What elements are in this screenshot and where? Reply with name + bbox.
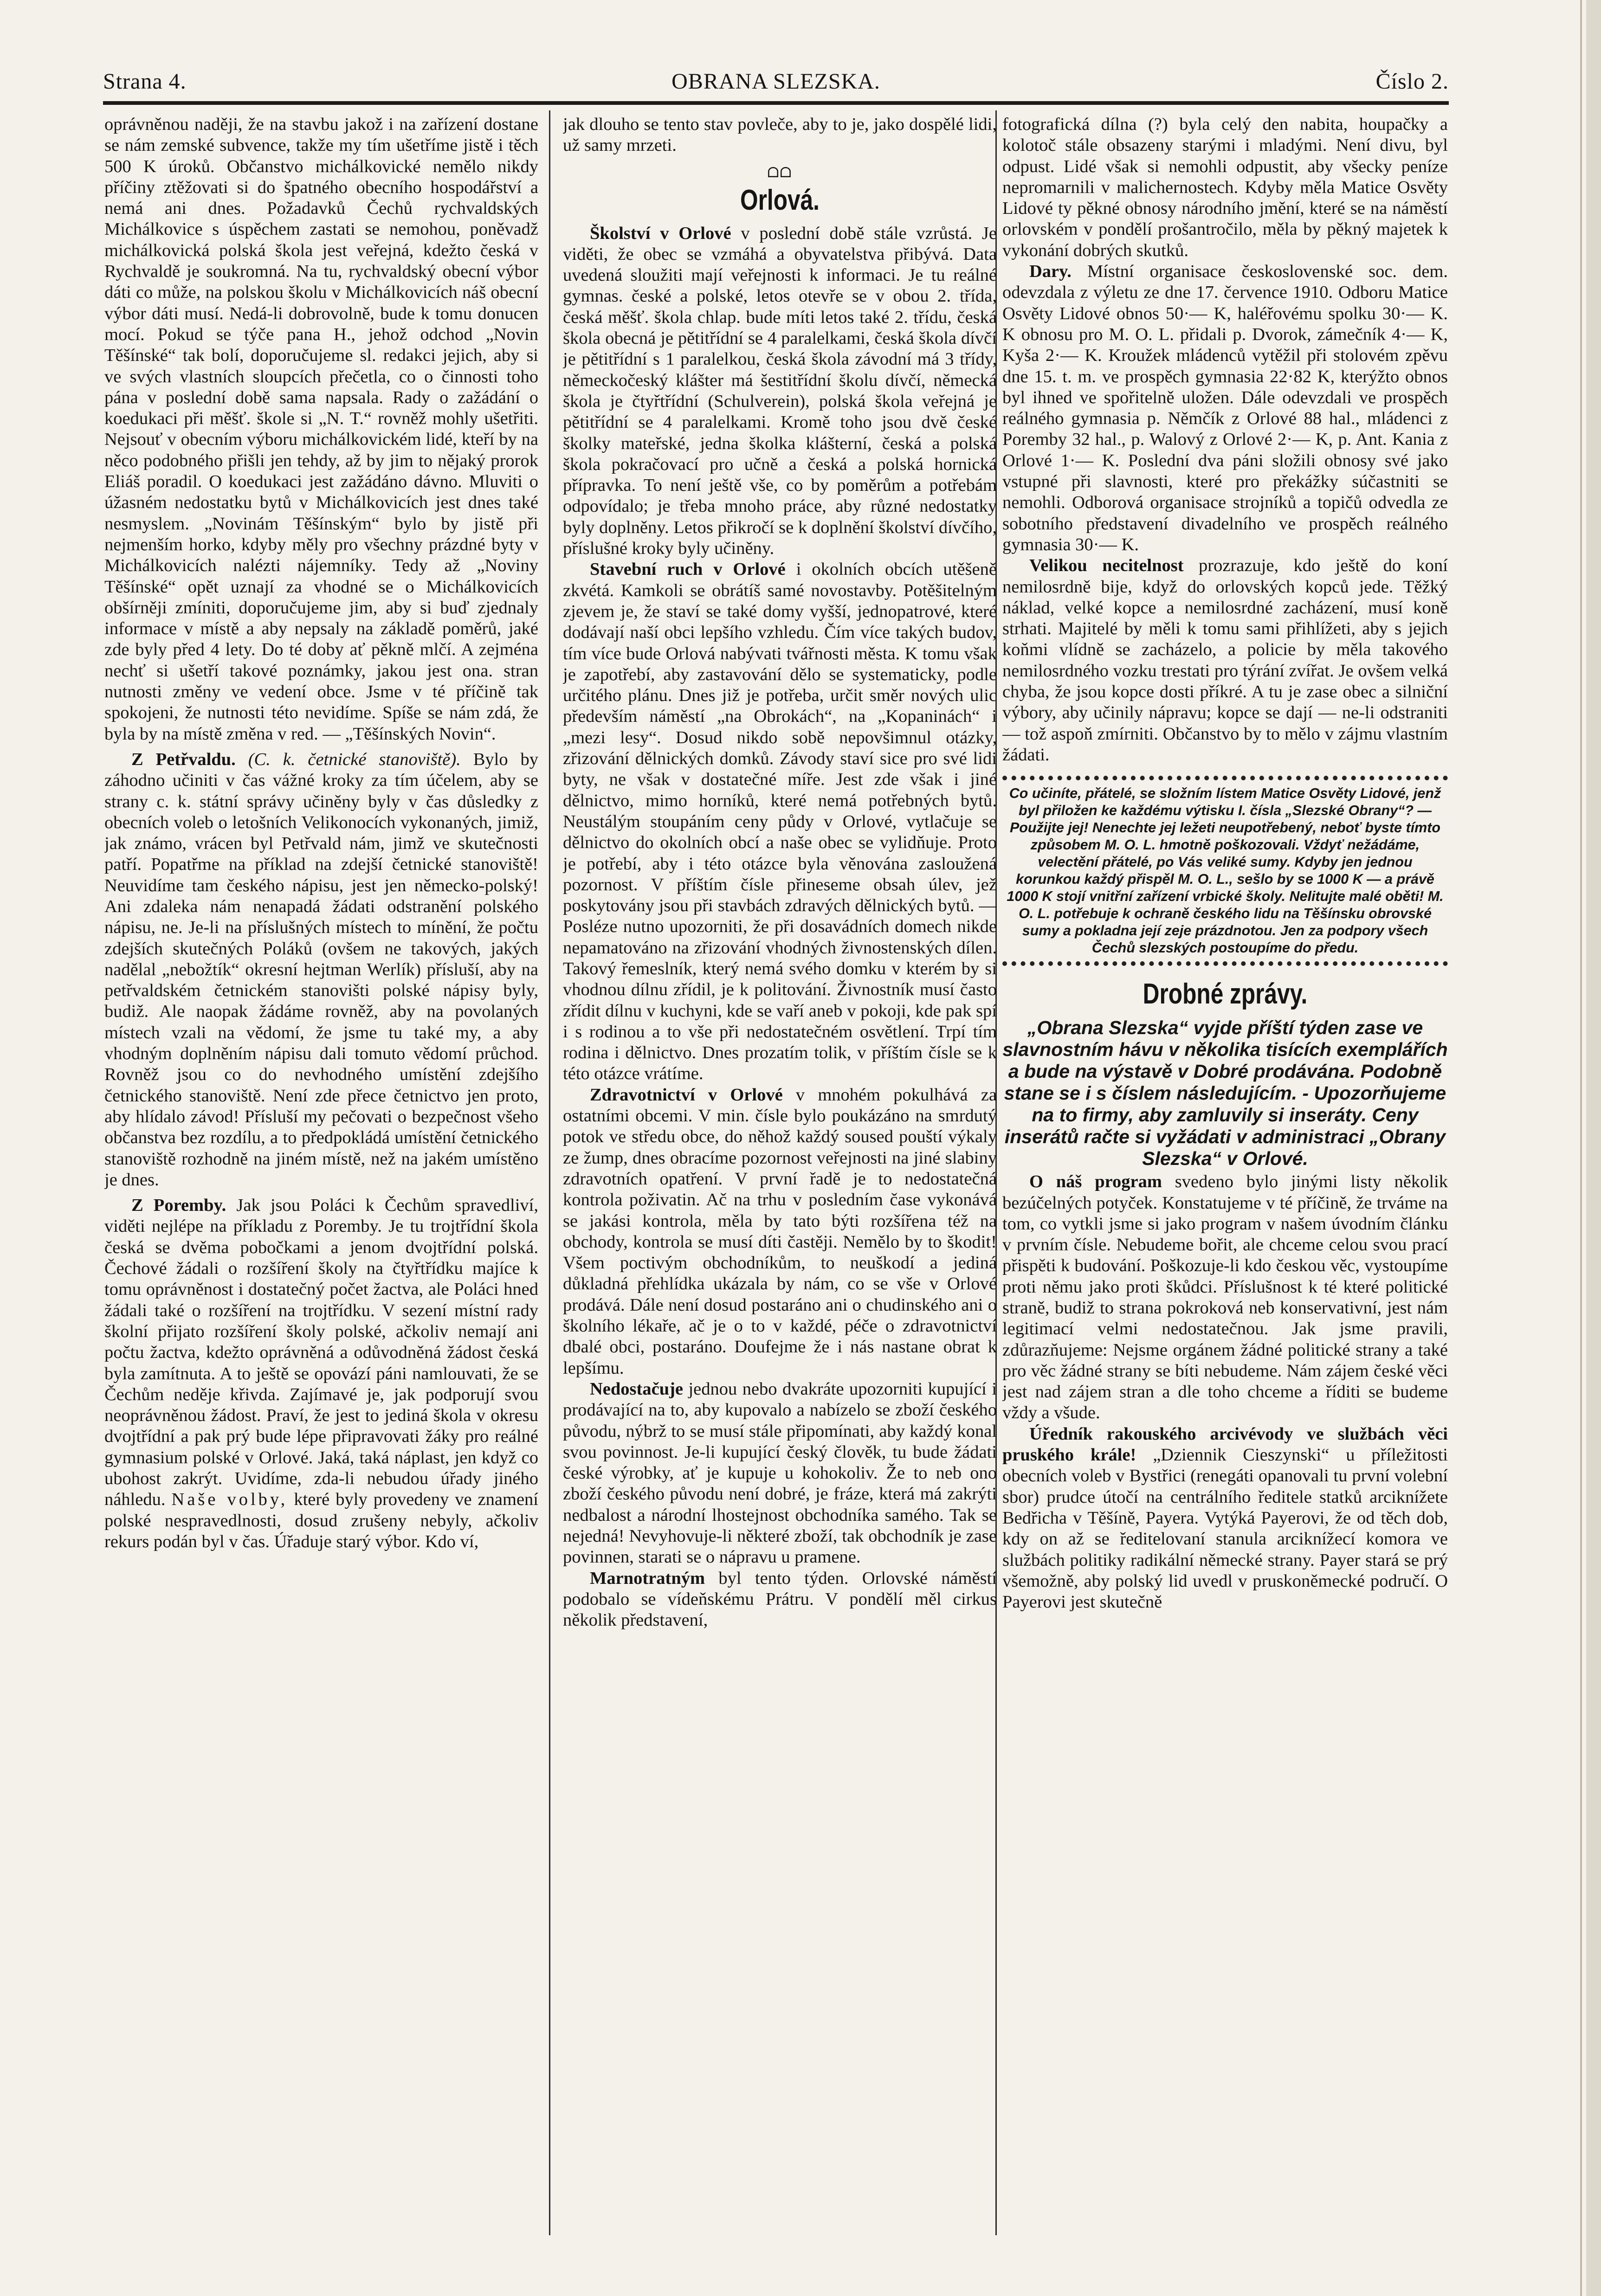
- article-poremba: [104, 1195, 538, 1552]
- article-subtitle: (C. k. četnické stanoviště).: [248, 749, 461, 769]
- article-continuation: fotografická dílna (?) byla celý den nabita, houpačky a kolotoč stále obsazeny starými i mladými. Není divu, byl odpust. Lidé však si nemohli odpustit, aby všecky peníze nepromarnili v malichernostech. Kdyby měla Matice Osvěty Lidové ty pěkné obnosy národního jmění, které se na náměstí orlovském v pondělí prošantročilo, měla by pěkný majetek k vykonání dobrých skutků.: [1002, 115, 1448, 260]
- page-number: Strana 4.: [103, 69, 187, 94]
- article-body: „Dziennik Cieszynski“ u příležitosti obecních voleb v Bystřici (renegáti opanovali tu první volební sbor) prudce útočí na centrálního ředitele statků arciknížete Bedřicha v Těšíně, Payera. Vytýká Payerovi, že od těch dob, kdy on až se ředitelovaní stanula arciknížecí komora ve službách politiky radikální německé strany. Payer stará se prý všemožně, aby polský lid uvedl v pruskoněmecké područí. O Payerovi jest skutečně: [1002, 1445, 1448, 1612]
- article-lead: Dary.: [1029, 262, 1072, 282]
- article-urednik: [1002, 1424, 1448, 1613]
- column-rule-1: [549, 110, 550, 2235]
- spaced-phrase: Naše volby,: [171, 1490, 288, 1510]
- article-body: Jak jsou Poláci k Čechům spravedliví, viděti nejlépe na příkladu z Poremby. Je tu trojtřídní škola česká se dvěma pobočkami a jenom dvojtřídní polská. Čechové žádali o rozšíření školy na čtyřtřídku majíce k tomu oprávněnost i dostatečný počet žactva, ale Poláci hned žádali také o rozšíření na trojtřídku. V sezení místní rady školní přijato rozšíření školy polské, ačkoliv nemají ani počtu žactva, kdežto oprávněná a odůvodněná žádost česká byla zamítnuta. A to ještě se opovází páni namlouvati, že se Čechům neděje křivda. Zajímavé je, jak podporují svou neoprávněnou žádost. Praví, že jest to jediná škola v okresu dvojtřídní a pak prý bude lépe připravovati žáky pro reálné gymnasium polské v Orlové. Jaká, taká náplast, jen když co ubohost zakrýt. Uvidíme, zda-li nebudou úřady jiného náhledu.: [104, 1196, 538, 1510]
- running-head: [103, 60, 1449, 102]
- article-body: jednou nebo dvakráte upozorniti kupující i prodávající na to, aby kupovalo a nabízelo se zboží českého původu, nýbrž to se musí stále připomínati, aby každý konal svou povinnost. Je-li kupující český člověk, tu bude žádati české výrobky, ať je kupuje u kohokoliv. Že to neb ono zboží českého původu není dobré, je fráze, která má zakrýti nedbalost a národní lhostejnost obchodníka samého. Tak se nejedná! Nevyhovuje-li některé zboží, tak obchodník je zase povinnen, starati se o nápravu u pramene.: [563, 1379, 997, 1567]
- article-body: v poslední době stále vzrůstá. Je viděti, že obec se vzmáhá a obyvatelstva přibývá. Data uvedená sloužiti mají veřejnosti k informaci. Je tu reálné gymnas. české a polské, letos otevře se v obou 2. třída, česká měšť. škola chlap. bude míti letos také 2. třídu, česká škola obecná je pětitřídní se 4 paralelkami, česká škola dívčí je pětitřídní s 1 paralelkou, česká škola závodní má 3 třídy, německočeský klášter má šestitřídní školu dívčí, německá škola je čtyřtřídní (Schulverein), polská škola veřejná je pětitřídní se 4 paralelkami. Kromě toho jsou dvě české školky mateřské, jedna školka klášterní, česká a polská škola pokračovací pro učně a česká a polská hornická přípravka. To není ještě vše, co by poměrům a potřebám odpovídalo; je třeba mnoho práce, aby různé nedostatky byly doplněny. Letos přikročí se k doplnění školství dívčího, příslušné kroky byly učiněny.: [563, 223, 997, 559]
- ornament-separator: ᗝᗝ: [767, 165, 793, 180]
- issue-announcement: „Obrana Slezska“ vyjde příští týden zase ve slavnostním hávu v několika tisících exemplářích a bude na výstavě v Dobré prodávána. Podobně stane se i s číslem následujícím. - Upozorňujeme na to firmy, aby zamluvily si inseráty. Ceny inserátů račte si vyžádati v administraci „Obrany Slezska“ v Orlové.: [1002, 1017, 1448, 1170]
- article-lead: O náš program: [1029, 1172, 1162, 1192]
- article-lead: Z Poremby.: [131, 1196, 226, 1216]
- header-rule: [103, 101, 1449, 105]
- article-lead: Úředník rakouského arcivévody ve službách věci pruského krále!: [1002, 1424, 1448, 1465]
- article-petrvald: [104, 749, 538, 1190]
- article-marnotratnym: [563, 1568, 997, 1631]
- article-lead: Školství v Orlové: [590, 223, 731, 243]
- article-continuation: jak dlouho se tento stav povleče, aby to je, jako dospělé lidi, už samy mrzeti.: [563, 115, 997, 155]
- article-lead: Velikou necitelnost: [1029, 556, 1184, 576]
- section-heading-drobne-zpravy: Drobné zprávy.: [1143, 978, 1308, 1010]
- article-lead: Zdravotnictví v Orlové: [590, 1085, 783, 1105]
- article-body: svedeno bylo jinými listy několik bezúčelných potyček. Konstatujeme v té příčině, že trváme na tom, co vytkli jsme si jako program v našem úvodním článku v prvním čísle. Nebudeme bořit, ale chceme celou svou prací přispěti k budování. Poškozuje-li kdo českou věc, vystoupíme proti němu jako proti škůdci. Příslušnost k té které politické straně, budiž to strana pokroková neb konservativní, jest nám legitimací velmi nedostatečnou. Jak jsme pravili, zdůrazňujeme: Nejsme orgánem žádné politické strany a také pro věc žádné strany se bíti nebudeme. Nám zájem české věci jest nad zájem stran a dle toho chceme a říditi se budeme vždy a všude.: [1002, 1172, 1448, 1423]
- newspaper-title: OBRANA SLEZSKA.: [671, 69, 880, 94]
- article-body-end: které byly provedeny ve znamení polské nespravedlnosti, dosud zrušeny nebyly, ačkoliv rekurs podán byl v čas. Úřaduje starý výbor. Kdo ví,: [104, 1490, 538, 1551]
- article-necitelnost: [1002, 555, 1448, 765]
- section-heading-orlova: Orlová.: [740, 184, 820, 216]
- article-body: prozrazuje, kdo ještě do koní nemilosrdně bije, když do orlovských kopců jede. Těžký náklad, velké kopce a nemilosrdné zacházení, musí koně strhati. Majitelé by měli k tomu sami přihlížeti, aby s jejich koňmi vlídně se zacházelo, a policie by měla takového nemilosrdného vozku trestati pro týrání zvířat. Je ovšem velká chyba, že jsou kopce dosti příkré. A tu je zase obec a silniční výbory, aby učinily nápravu; kopce se dají — ne-li odstraniti — tož aspoň zmírniti. Občanstvo by to mělo v zájmu vlastním žádati.: [1002, 556, 1448, 765]
- article-lead: Nedostačuje: [590, 1379, 684, 1399]
- article-body: byl tento týden. Orlovské náměstí podobalo se vídeňskému Prátru. V pondělí měl cirkus několik představení,: [563, 1568, 997, 1630]
- column-2: [563, 114, 997, 2230]
- article-program: [1002, 1171, 1448, 1424]
- article-lead: Stavební ruch v Orlové: [590, 560, 786, 579]
- article-nedostacuje: [563, 1379, 997, 1568]
- matice-notice-box: Co učiníte, přátelé, se složním lístem Matice Osvěty Lidové, jenž byl přiložen ke každému výtisku I. čísla „Slezské Obrany“? — Použijte jej! Nenechte jej ležeti neupotřebený, neboť byste tímto způsobem M. O. L. hmotně poškozovali. Vždyť nežádáme, velectění přátelé, po Vás veliké sumy. Kdyby jen jednou korunkou každý přispěl M. O. L., sešlo by se 1000 K — a právě 1000 K stojí vnitřní zařízení vrbické školy. Nelitujte malé oběti! M. O. L. potřebuje k ochraně českého lidu na Těšínsku obrovské sumy a pokladna její zeje prázdnotou. Jen za podpory všech Čechů slezských postoupíme do předu.: [1002, 776, 1448, 966]
- article-body: i okolních obcích utěšeně zkvétá. Kamkoli se obrátíš samé novostavby. Potěšitelným zjevem je, že staví se také domy vyšší, jednopatrové, které dodávají naší obci lepšího vzhledu. Čím více takých budov, tím více bude Orlová nabývati tvářnosti města. K tomu však je zapotřebí, aby zastavování dělo se systematicky, podle určitého plánu. Dnes již je potřeba, určit směr nových ulic především náměstí „na Obrokách“, na „Kopaninách“ i „mezi lesy“. Dosud nikdo sobě nepovšimnul otázky, zřizování dělnických domků. Závody staví sice pro své lidi byty, ne však v dostatečné míře. Jest zde však i jiné dělnictvo, mimo horníků, které nemá potřebných bytů. Neustálým stoupáním ceny půdy v Orlové, vytlačuje se dělnictvo do okolních obcí a naše obec se vylidňuje. Proto je potřebí, aby i této otázce byla věnována zasloužená pozornost. V příštím čísle přineseme obsah úlev, jež poskytovány jsou při stavbách zdravých dělnických bytů. — Posléze nutno upozorniti, že při dosavádních domech nikde nepamatováno na zřizování vhodných živnostenských dílen. Takový řemeslník, který nemá svého domku v kterém by si vhodnou dílnu zřídil, je k politování. Živnostník musí často zřídit dílnu v kuchyni, kde se vaří aneb v pokoji, kde pak spí i s rodinou a to vše při nedostatečném osvětlení. Trpí tím rodina i dělnictvo. Dnes prozatím tolik, v příštím čísle se k této otázce vrátíme.: [563, 560, 997, 1084]
- article-lead: Marnotratným: [590, 1568, 705, 1588]
- article-body: v mnohém pokulhává za ostatními obcemi. V min. čísle bylo poukázáno na smrdutý potok ve středu obce, do něhož každý soused pouští výkaly ze žump, dnes obracíme pozornost veřejnosti na jiné slabiny zdravotních opatření. V první řadě je to nedostatečná kontrola poživatin. Ač na trhu v posledním čase vykonává se jakási kontrola, měla by tato býti rozšířena též na obchody, kontrola se musí díti častěji. Nemělo by to škodit! Všem poctivým obchodníkům, to neuškodí a jediná důkladná přehlídka ukázala by nám, co se vše v Orlové prodává. Dále není dosud postaráno ani o chudinského ani o školního lékaře, ač je o to v každé, péče o zdravotnictví dbalé obci, postaráno. Doufejme že i nás nastane obrat k lepšímu.: [563, 1085, 997, 1378]
- column-1: [104, 114, 538, 2230]
- column-3: [1002, 114, 1448, 2230]
- page-edge: [1586, 0, 1601, 2296]
- article-zdravotnictvi: [563, 1085, 997, 1379]
- issue-number: Číslo 2.: [1375, 69, 1449, 94]
- article-body: Bylo by záhodno učiniti v čas vážné kroky za tím účelem, aby se strany c. k. státní správy učiněny byly v čas důsledky z obecních voleb o letošních Velikonocích vykonaných, jimiž, jak známo, vrácen byl Petřvald nám, jimž ve skutečnosti patří. Popatřme na příklad na zdejší četnické stanoviště! Neuvidíme tam českého nápisu, jest jen německo-polský! Ani zdaleka nám nenapadá žádati odstranění polského nápisu, ne. Je-li na příslušných místech to mínění, že počtu zdejších skutečných Poláků (ovšem ne takových, jakých nadělal „nebožtík“ okresní hejtman Werlík) přísluší, aby na petřvaldském četnickém stanovišti polské nápisy byly, budiž. Ale naopak žádáme rovněž, aby na povolaných místech vzali na vědomí, že jsme tu také my, a aby vhodným doplněním nápisu dali tomuto vědomí průchod. Rovněž jsou co do nevhodného umístění zdejšího četnického stanoviště. Není zde přece četnictvo jen proto, aby hlídalo závod! Přísluší my pečovati o bezpečnost všeho občanstva bez rozdílu, a to předpokládá umístění četnického stanoviště rozhodně na jiném místě, než na jakém umístěno je dnes.: [104, 749, 538, 1190]
- article-body: Místní organisace československé soc. dem. odevzdala z výletu ze dne 17. července 1910. Odboru Matice Osvěty Lidové obnos 50·— K, haléřovému spolku 30·— K. K obnosu pro M. O. L. přidali p. Dvorok, zámečník 4·— K, Kyša 2·— K. Kroužek mládenců vytěžil při stolovém zpěvu dne 15. t. m. ve prospěch gymnasia 22·82 K, kterýžto obnos byl ihned ve spořitelně uložen. Dále odevzdali ve prospěch reálného gymnasia p. Němčík z Orlové 88 hal., mládenci z Poremby 32 hal., p. Walový z Orlové 2·— K, p. Ant. Kania z Orlové 1·— K. Poslední dva páni složili obnosy své jako vstupné při slavnosti, které pro překážky súčastniti se nemohli. Odborová organisace strojníků a topičů odvedla ze sobotního představení divadelního ve prospěch reálného gymnasia 30·— K.: [1002, 262, 1448, 554]
- article-continuation: oprávněnou naději, že na stavbu jakož i na zařízení dostane se nám zemské subvence, takže my tím ušetříme jistě i těch 500 K úroků. Občanstvo michálkovické nemělo nikdy příčiny ztěžovati si do špatného obecního hospodářství a nemá ani dnes. Požadavků Čechů rychvaldských Michálkovice s úspěchem zastati se nemohou, poněvadž michálkovická polská škola jest veřejná, kdežto česká v Rychvaldě je soukromná. Na tu, rychvaldský obecní výbor dáti co může, na polskou školu v Michálkovicích náš obecní výbor dáti musí. Nedá-li dobrovolně, bude k tomu donucen mocí. Pokud se týče pana H., jehož odchod „Novin Těšínské“ tak bolí, doporučujeme sl. redakci jejich, aby si ve svých vlastních sloupcích přečetla, co o činnosti toho pána v poslední době sama napsala. Rady o zažádání o koedukaci při měšť. škole si „N. T.“ rovněž mohly ušetřiti. Nejsouť v obecním výboru michálkovickém lidé, kteří by na něco podobného přišli jen tehdy, až by jim to nějaký prorok Eliáš poradil. O koedukaci jest zažádáno dávno. Mluviti o úžasném nedostatku bytů v Michálkovicích jest dnes také nesmyslem. „Novinám Těšínským“ bylo by jistě při nejmenším horko, kdyby měly pro všechny prázdné byty v Michálkovicích nalézti nájemníky. Tedy až „Noviny Těšínské“ opět uznají za vhodné se o Michálkovicích obšírněji zmíniti, doporučujeme jim, aby si buď zjednaly informace v místě a aby nepsaly na základě poměrů, jaké zde byly před 4 lety. Do té doby ať pěkně mlčí. A zejména nechť si ušetří takové poznámky, jakou jest ona. stran nutnosti změny ve vedení obce. Jsme v té příčině tak spokojeni, že nutnosti této nevidíme. Spíše se nám zdá, že byla by na místě změna v red. — „Těšínských Novin“.: [104, 115, 538, 744]
- article-dary: [1002, 261, 1448, 555]
- article-stavebni-ruch: [563, 559, 997, 1084]
- page-edge-shadow: [1580, 0, 1582, 2296]
- article-skolstvi: [563, 223, 997, 560]
- article-lead: Z Petřvaldu.: [131, 749, 236, 769]
